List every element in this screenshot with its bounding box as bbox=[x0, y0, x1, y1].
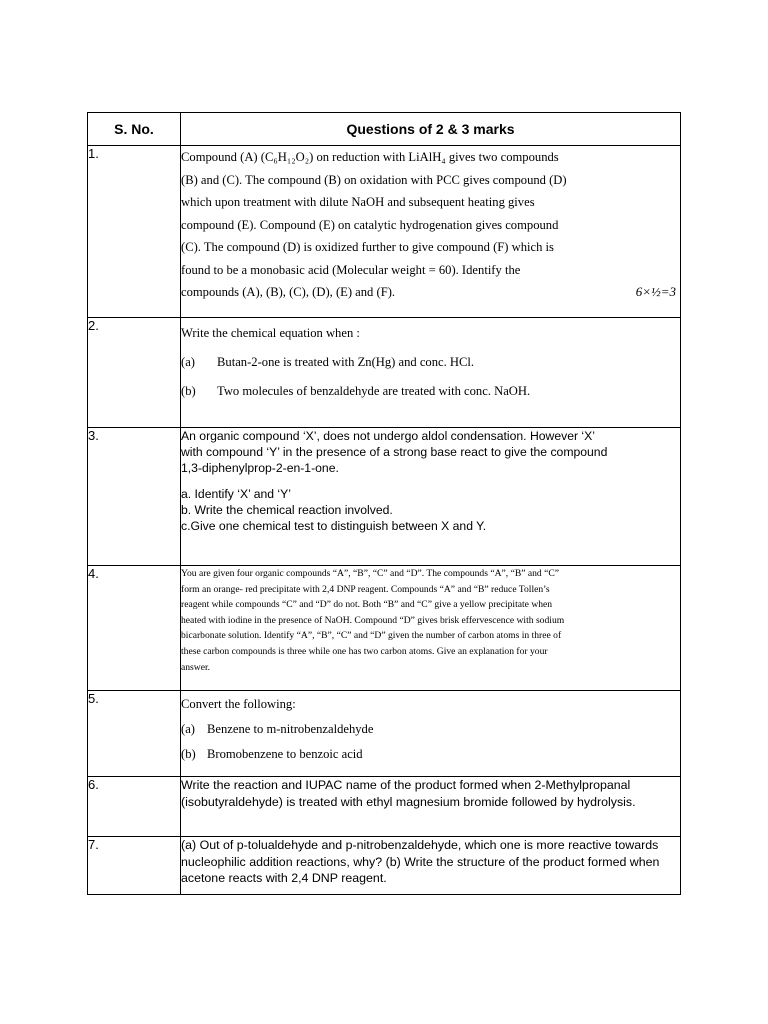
sno-header: S. No. bbox=[88, 113, 181, 146]
part-label: (a) bbox=[181, 722, 195, 736]
q4-line: heated with iodine in the presence of NaOH. Compound “D” gives brisk effervescence with sodium bbox=[181, 614, 565, 626]
q1-line-last bbox=[181, 281, 680, 304]
question-number: 1. bbox=[88, 146, 181, 318]
part-label: (b) bbox=[181, 747, 196, 761]
question-2 bbox=[181, 318, 681, 428]
table-row bbox=[88, 691, 681, 777]
part-text: Benzene to m-nitrobenzaldehyde bbox=[207, 722, 374, 736]
part-label: (b) bbox=[181, 384, 196, 398]
q3-line: 1,3-diphenylprop-2-en-1-one. bbox=[181, 461, 339, 475]
q1-line: found to be a monobasic acid (Molecular weight = 60). Identify the bbox=[181, 262, 521, 277]
q4-line: bicarbonate solution. Identify “A”, “B”, “C” and “D” given the number of carbon atoms in three of bbox=[181, 630, 562, 642]
q3-line: An organic compound ‘X’, does not undergo aldol condensation. However ‘X’ bbox=[181, 429, 595, 443]
marks-note: 6×½=3 bbox=[635, 284, 676, 299]
question-6: Write the reaction and IUPAC name of the product formed when 2-Methylpropanal (isobutyraldehyde) is treated with ethyl magnesium bromide followed by hydrolysis. bbox=[181, 777, 681, 837]
q5-part-a bbox=[181, 722, 680, 737]
part-text: Bromobenzene to benzoic acid bbox=[207, 747, 363, 761]
table-row bbox=[88, 777, 681, 837]
question-number: 6. bbox=[88, 777, 181, 837]
part-text: Two molecules of benzaldehyde are treated with conc. NaOH. bbox=[217, 384, 531, 398]
q1-line: Compound (A) (C₆H₁₂O₂) on reduction with LiAlH₄ gives two compounds bbox=[181, 150, 559, 164]
spacer bbox=[181, 476, 680, 486]
question-number: 4. bbox=[88, 566, 181, 691]
table-row bbox=[88, 318, 681, 428]
q1-line: (B) and (C). The compound (B) on oxidation with PCC gives compound (D) bbox=[181, 172, 567, 187]
q4-line: reagent while compounds “C” and “D” do not. Both “B” and “C” give a yellow precipitate when bbox=[181, 599, 553, 611]
question-number: 7. bbox=[88, 837, 181, 895]
part-label: (a) bbox=[181, 355, 195, 369]
questions-table bbox=[87, 112, 681, 895]
q4-line: form an orange- red precipitate with 2,4 DNP reagent. Compounds “A” and “B” reduce Tollen’s bbox=[181, 583, 550, 595]
q2-part-a bbox=[181, 355, 680, 370]
question-5 bbox=[181, 691, 681, 777]
q4-line: answer. bbox=[181, 661, 211, 673]
question-1 bbox=[181, 146, 681, 318]
table-row bbox=[88, 566, 681, 691]
table-row bbox=[88, 146, 681, 318]
header-row bbox=[88, 113, 681, 146]
question-4 bbox=[181, 566, 681, 691]
table-row bbox=[88, 837, 681, 895]
q4-line: You are given four organic compounds “A”, “B”, “C” and “D”. The compounds “A”, “B” and “C” bbox=[181, 568, 560, 579]
q2-part-b bbox=[181, 384, 680, 399]
q5-intro: Convert the following: bbox=[181, 697, 296, 711]
questions-header: Questions of 2 & 3 marks bbox=[181, 113, 681, 146]
q1-line: compounds (A), (B), (C), (D), (E) and (F). bbox=[181, 285, 396, 299]
part-text: Butan-2-one is treated with Zn(Hg) and conc. HCl. bbox=[217, 355, 475, 369]
q4-line: these carbon compounds is three while one has two carbon atoms. Give an explanation for your bbox=[181, 645, 548, 657]
question-3 bbox=[181, 428, 681, 566]
table-row bbox=[88, 428, 681, 566]
q2-intro: Write the chemical equation when : bbox=[181, 326, 360, 340]
q5-part-b bbox=[181, 747, 680, 762]
q3-part-a: a. Identify ‘X’ and ‘Y’ bbox=[181, 487, 291, 501]
q3-part-c: c.Give one chemical test to distinguish between X and Y. bbox=[181, 519, 487, 533]
q1-line: which upon treatment with dilute NaOH and subsequent heating gives bbox=[181, 195, 535, 209]
question-number: 2. bbox=[88, 318, 181, 428]
q1-line: compound (E). Compound (E) on catalytic hydrogenation gives compound bbox=[181, 217, 559, 232]
q1-line: (C). The compound (D) is oxidized further to give compound (F) which is bbox=[181, 240, 554, 254]
q3-line: with compound ‘Y’ in the presence of a strong base react to give the compound bbox=[181, 445, 608, 459]
question-number: 3. bbox=[88, 428, 181, 566]
question-7: (a) Out of p-tolualdehyde and p-nitrobenzaldehyde, which one is more reactive towards nucleophilic addition reactions, why? (b) Write the structure of the product formed when acetone reacts with 2,4 DNP reagent. bbox=[181, 837, 681, 895]
q3-part-b: b. Write the chemical reaction involved. bbox=[181, 503, 393, 517]
question-number: 5. bbox=[88, 691, 181, 777]
